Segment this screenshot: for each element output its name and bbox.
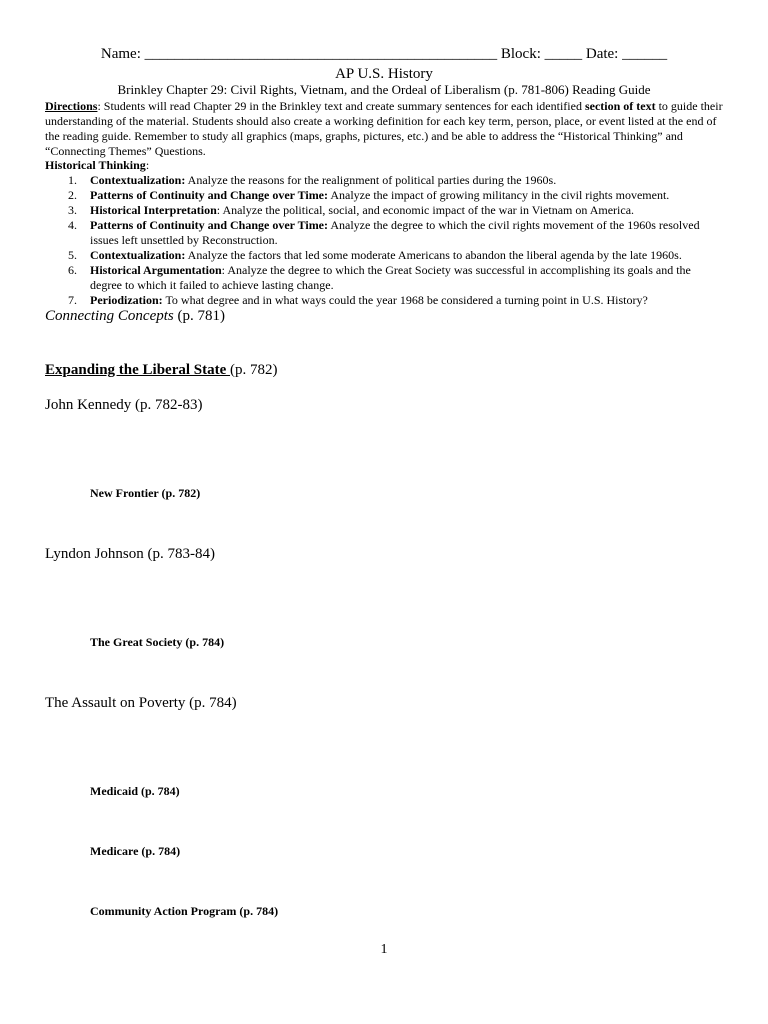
topic-john-kennedy: John Kennedy (p. 782-83) bbox=[45, 397, 203, 413]
historical-thinking-list bbox=[45, 173, 725, 308]
list-item bbox=[45, 218, 725, 248]
item-number: 5. bbox=[68, 248, 77, 262]
item-text: Analyze the degree to which the civil rights movement of the 1960s resolved issues left unsettled by Reconstruction. bbox=[90, 218, 700, 247]
topic-assault-on-poverty: The Assault on Poverty (p. 784) bbox=[45, 695, 237, 711]
item-text: : Analyze the degree to which the Great Society was successful in accomplishing its goals and the degree to which it failed to achieve lasting change. bbox=[90, 263, 691, 292]
item-term: Patterns of Continuity and Change over Time: bbox=[90, 218, 329, 232]
item-term: Contextualization: bbox=[90, 173, 186, 187]
item-text: Analyze the reasons for the realignment of political parties during the 1960s. bbox=[185, 173, 557, 187]
term-community-action-program: Community Action Program (p. 784) bbox=[90, 904, 279, 918]
list-item bbox=[45, 203, 725, 218]
item-term: Contextualization: bbox=[90, 248, 186, 262]
item-term: Periodization: bbox=[90, 293, 163, 307]
item-number: 7. bbox=[68, 293, 77, 307]
connecting-concepts-label: Connecting Concepts bbox=[45, 308, 174, 324]
reading-guide-title: Brinkley Chapter 29: Civil Rights, Vietnam, and the Ordeal of Liberalism (p. 781-806) Reading Guide bbox=[117, 82, 651, 97]
historical-thinking-colon: : bbox=[145, 158, 150, 172]
list-item bbox=[45, 293, 725, 308]
item-term: Historical Argumentation bbox=[90, 263, 222, 277]
list-item bbox=[45, 263, 725, 293]
historical-thinking-label: Historical Thinking bbox=[45, 158, 146, 172]
item-term: Patterns of Continuity and Change over Time: bbox=[90, 188, 329, 202]
list-item bbox=[45, 188, 725, 203]
section-title: Expanding the Liberal State bbox=[45, 362, 231, 378]
term-new-frontier: New Frontier (p. 782) bbox=[90, 486, 201, 500]
name-block-date-line: Name: _______________________________________________ Block: _____ Date: ______ bbox=[100, 46, 668, 62]
item-number: 4. bbox=[68, 218, 77, 232]
item-text: Analyze the impact of growing militancy in the civil rights movement. bbox=[328, 188, 670, 202]
item-number: 3. bbox=[68, 203, 77, 217]
topic-lyndon-johnson: Lyndon Johnson (p. 783-84) bbox=[45, 546, 215, 562]
connecting-concepts-heading bbox=[45, 308, 225, 325]
directions-text-1: : Students will read Chapter 29 in the Brinkley text and create summary sentences for each identified bbox=[97, 99, 585, 113]
item-term: Historical Interpretation bbox=[90, 203, 217, 217]
term-medicare: Medicare (p. 784) bbox=[90, 844, 181, 858]
directions-paragraph bbox=[45, 99, 725, 159]
list-item bbox=[45, 248, 725, 263]
term-medicaid: Medicaid (p. 784) bbox=[90, 784, 180, 798]
item-number: 2. bbox=[68, 188, 77, 202]
directions-bold-phrase: section of text bbox=[584, 99, 656, 113]
item-number: 1. bbox=[68, 173, 77, 187]
item-number: 6. bbox=[68, 263, 77, 277]
directions-label: Directions bbox=[45, 99, 98, 113]
list-item bbox=[45, 173, 725, 188]
historical-thinking-heading bbox=[45, 158, 149, 173]
item-text: Analyze the factors that led some moderate Americans to abandon the liberal agenda by the late 1960s. bbox=[185, 248, 682, 262]
course-title: AP U.S. History bbox=[335, 66, 433, 82]
section-heading bbox=[45, 362, 278, 379]
section-page: (p. 782) bbox=[230, 362, 278, 378]
item-text: : Analyze the political, social, and economic impact of the war in Vietnam on America. bbox=[216, 203, 635, 217]
directions-text-2: to guide their understanding of the material. Students should also create a working definition for each key term, person, place, or event listed at the end of the reading guide. Remember to study all graphics (maps, graphs, pictures, etc.) and be able to address the “Historical Thinking” and “Connecting Themes” Questions. bbox=[45, 99, 723, 158]
term-great-society: The Great Society (p. 784) bbox=[90, 635, 225, 649]
connecting-concepts-page: (p. 781) bbox=[173, 308, 225, 324]
page-number: 1 bbox=[380, 942, 388, 957]
item-text: To what degree and in what ways could the year 1968 be considered a turning point in U.S. History? bbox=[162, 293, 648, 307]
